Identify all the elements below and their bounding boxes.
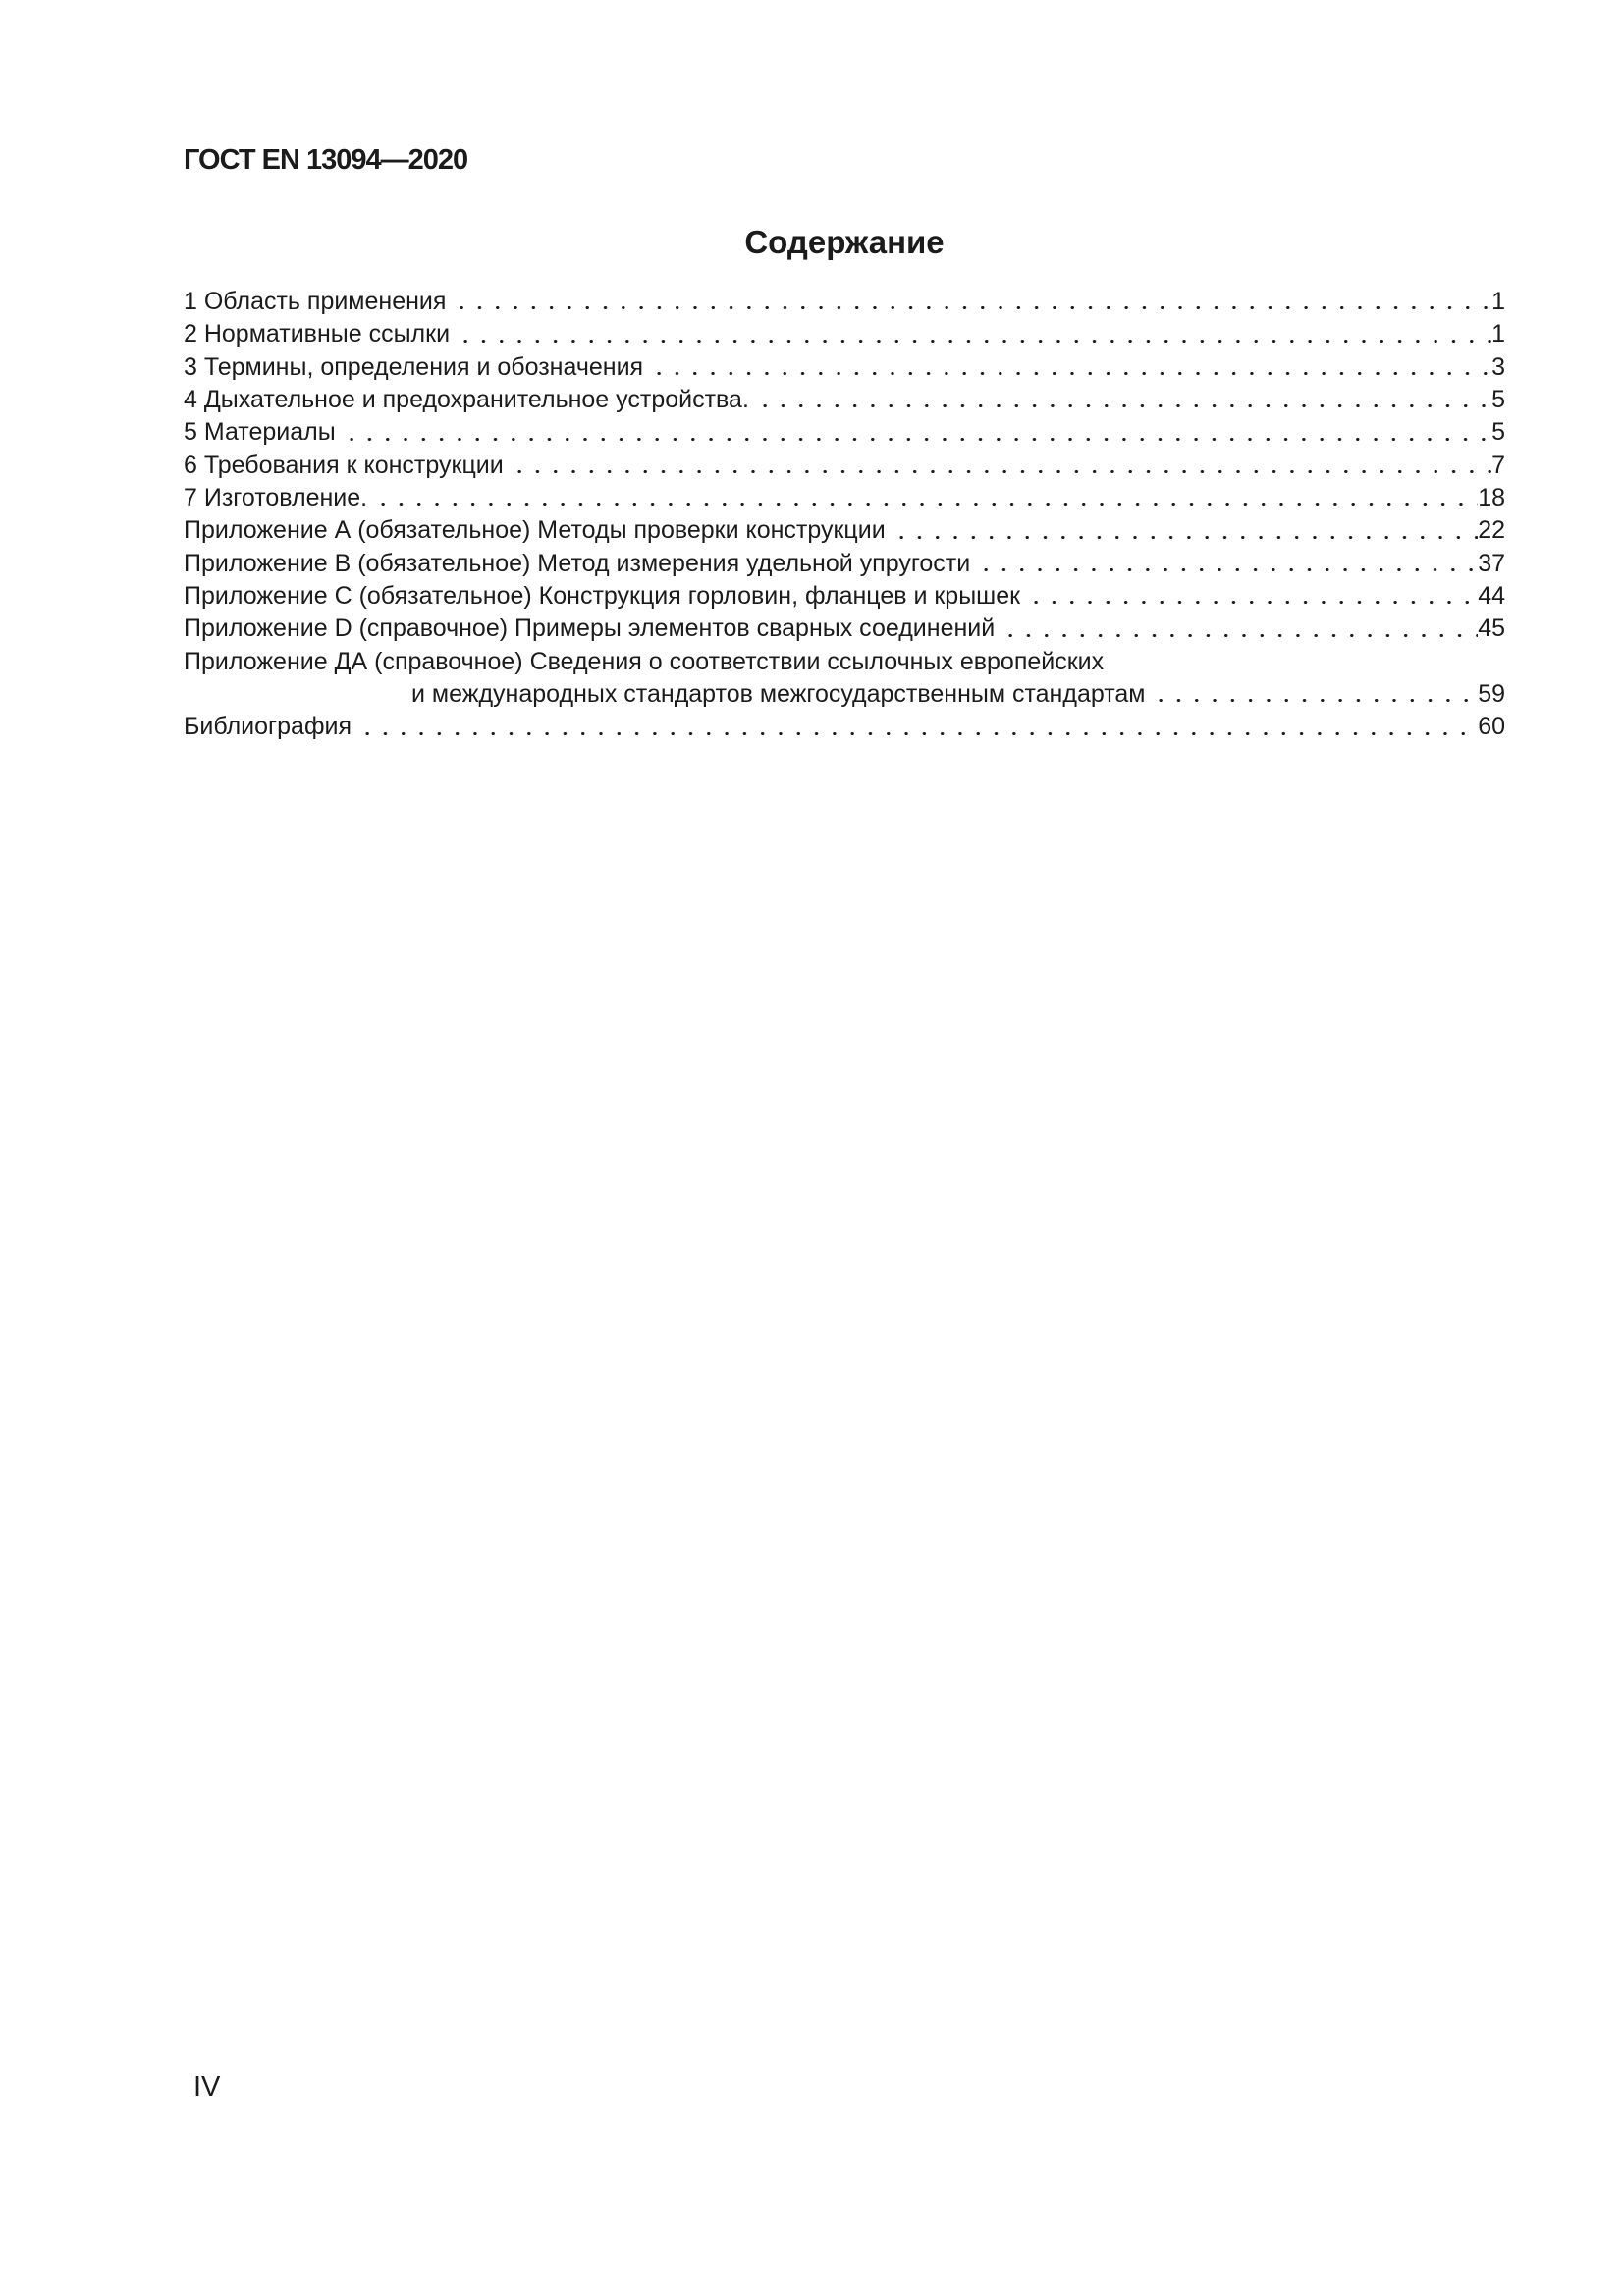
- toc-page-number: 22: [1478, 516, 1505, 545]
- toc-entry: [184, 580, 1505, 613]
- toc-entry: [184, 318, 1505, 350]
- dot-leader: [354, 711, 1478, 743]
- toc-page-number: 18: [1478, 484, 1505, 512]
- dot-leader: [339, 416, 1491, 449]
- page-title: Содержание: [744, 224, 945, 260]
- toc-page-number: 5: [1491, 386, 1505, 414]
- toc-entry: [184, 384, 1505, 416]
- toc-page-number: 3: [1491, 352, 1505, 381]
- toc-page-number: 60: [1478, 713, 1505, 741]
- toc-page-number: 44: [1478, 582, 1505, 611]
- toc-entry: [184, 646, 1505, 678]
- toc-entry: [184, 548, 1505, 580]
- dot-leader: [453, 318, 1491, 350]
- dot-leader: [998, 613, 1478, 645]
- toc-entry-label: Библиография: [184, 713, 352, 741]
- toc-entry: [184, 450, 1505, 482]
- toc-entry-label: 3 Термины, определения и обозначения: [184, 352, 644, 381]
- dot-leader: [973, 548, 1478, 580]
- toc-page-number: 59: [1478, 680, 1505, 709]
- table-of-contents: [184, 286, 1505, 744]
- dot-leader: [1023, 580, 1478, 613]
- toc-page-number: 1: [1491, 288, 1505, 315]
- toc-page-number: 45: [1478, 614, 1505, 643]
- toc-entry-label: и международных стандартов межгосударственным стандартам: [411, 680, 1146, 709]
- toc-entry-label: Приложение D (справочное) Примеры элементов сварных соединений: [184, 614, 996, 643]
- toc-entry-label: Приложение В (обязательное) Метод измерения удельной упругости: [184, 549, 971, 577]
- dot-leader: [646, 351, 1491, 384]
- toc-page-number: 7: [1491, 451, 1505, 479]
- toc-entry: [184, 678, 1505, 711]
- toc-entry-label: 1 Область применения: [184, 288, 447, 315]
- page-number-footer: IV: [193, 2071, 221, 2103]
- toc-entry: [184, 514, 1505, 547]
- dot-leader: [1148, 678, 1478, 711]
- toc-page-number: 37: [1478, 549, 1505, 577]
- toc-entry: [184, 351, 1505, 384]
- document-standard-number: ГОСТ EN 13094—2020: [184, 144, 468, 176]
- dot-leader: [507, 450, 1491, 482]
- toc-entry: [184, 613, 1505, 645]
- toc-entry-label: Приложение А (обязательное) Методы проверки конструкции: [184, 516, 886, 545]
- toc-entry: [184, 482, 1505, 514]
- toc-entry-label: 5 Материалы: [184, 418, 336, 447]
- toc-entry-label: 4 Дыхательное и предохранительное устройства.: [184, 386, 749, 414]
- toc-entry-label: 2 Нормативные ссылки: [184, 320, 451, 348]
- toc-entry-label: Приложение С (обязательное) Конструкция горловин, фланцев и крышек: [184, 582, 1021, 611]
- dot-leader: [449, 286, 1491, 318]
- dot-leader: [370, 482, 1478, 514]
- toc-entry: [184, 711, 1505, 743]
- toc-entry: [184, 286, 1505, 318]
- toc-entry-label: Приложение ДА (справочное) Сведения о соответствии ссылочных европейских: [184, 647, 1105, 675]
- toc-entry-label: 6 Требования к конструкции: [184, 451, 504, 479]
- dot-leader: [889, 514, 1479, 547]
- toc-entry: [184, 416, 1505, 449]
- toc-page-number: 1: [1491, 320, 1505, 348]
- dot-leader: [752, 384, 1491, 416]
- toc-page-number: 5: [1491, 418, 1505, 447]
- toc-entry-label: 7 Изготовление.: [184, 484, 368, 512]
